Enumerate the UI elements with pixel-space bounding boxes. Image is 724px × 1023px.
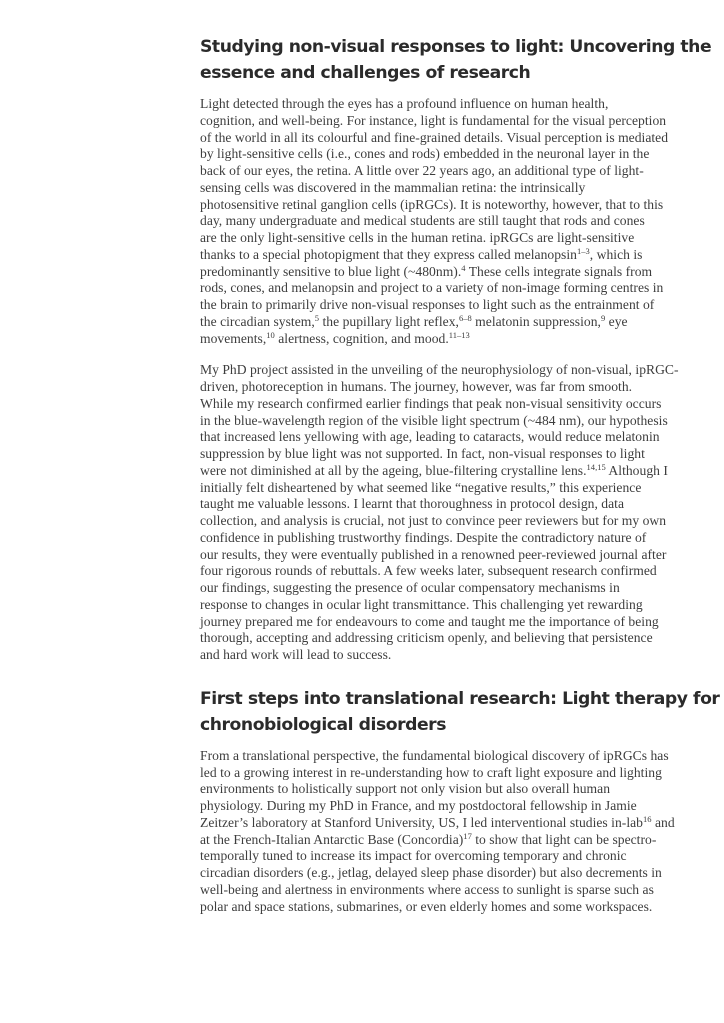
text-run: sensing cells was discovered in the mammalian retina: the intrinsically — [200, 179, 586, 195]
citation-superscript: 5 — [314, 312, 320, 323]
text-run: four rigorous rounds of rebuttals. A few weeks later, subsequent research confirmed — [200, 563, 657, 579]
citation-superscript: 9 — [600, 312, 606, 323]
text-run: that increased lens yellowing with age, leading to cataracts, would reduce melatonin — [200, 429, 660, 445]
text-line — [200, 413, 710, 430]
text-run: thanks to a special photopigment that they express called melanopsin — [200, 246, 577, 262]
text-run: thorough, accepting and addressing criticism openly, and believing that persistence — [200, 630, 653, 646]
text-line — [200, 331, 710, 348]
text-line — [200, 614, 710, 631]
text-run: back of our eyes, the retina. A little over 22 years ago, an additional type of light- — [200, 163, 644, 178]
text-run: our results, they were eventually published in a renowned peer-reviewed journal after — [200, 546, 667, 562]
heading-line: First steps into translational research: Light therapy for — [200, 688, 720, 709]
article-section — [200, 686, 720, 916]
text-line — [200, 798, 710, 815]
text-run: Zeitzer’s laboratory at Stanford University, US, I led interventional studies in-lab — [200, 814, 643, 830]
text-line — [200, 264, 710, 281]
text-run: driven, photoreception in humans. The journey, however, was far from smooth. — [200, 379, 633, 394]
text-run: to show that light can be spectro- — [471, 831, 657, 847]
text-run: alertness, cognition, and mood. — [274, 330, 449, 346]
text-line — [200, 496, 710, 513]
text-line — [200, 480, 710, 497]
text-run: polar and space stations, submarines, or even elderly homes and some workspaces. — [200, 898, 653, 914]
text-run: From a translational perspective, the fundamental biological discovery of ipRGCs has — [200, 747, 669, 763]
text-run: our findings, suggesting the presence of ocular compensatory mechanisms in — [200, 580, 620, 595]
text-line — [200, 781, 710, 798]
heading-line: Studying non-visual responses to light: Uncovering the — [200, 37, 712, 57]
text-line — [200, 213, 710, 230]
text-run: movements, — [200, 330, 267, 346]
text-line — [200, 113, 710, 130]
text-line — [200, 765, 710, 782]
text-line — [200, 180, 710, 197]
text-line — [200, 379, 710, 396]
text-line — [200, 280, 710, 297]
heading-line: essence and challenges of research — [200, 63, 531, 83]
text-line — [200, 513, 710, 530]
text-line — [200, 247, 710, 264]
text-line — [200, 630, 710, 647]
text-run: were not diminished at all by the ageing, blue-filtering crystalline lens. — [200, 462, 587, 478]
body-paragraph — [200, 96, 710, 347]
text-line — [200, 197, 710, 214]
text-run: suppression by blue light was not supported. In fact, non-visual responses to light — [200, 446, 645, 461]
text-line — [200, 362, 710, 379]
text-line — [200, 530, 710, 547]
text-run: led to a growing interest in re-understanding how to craft light exposure and lighting — [200, 764, 662, 780]
text-line — [200, 647, 710, 664]
text-run: temporally tuned to increase its impact for overcoming temporary and chronic — [200, 848, 627, 864]
text-run: confidence in publishing trustworthy findings. Despite the contradictory nature of — [200, 529, 647, 545]
text-line — [200, 597, 710, 614]
text-line — [200, 396, 710, 413]
citation-superscript: 14,15 — [586, 461, 606, 472]
citation-superscript: 11–13 — [448, 329, 470, 340]
text-line — [200, 146, 710, 163]
text-run: well-being and alertness in environments where access to sunlight is sparse such as — [200, 881, 654, 897]
heading-line: chronobiological disorders — [200, 714, 446, 735]
text-line — [200, 314, 710, 331]
text-run: response to changes in ocular light transmittance. This challenging yet rewarding — [200, 596, 643, 612]
text-line — [200, 547, 710, 564]
text-line — [200, 832, 710, 849]
text-line — [200, 748, 710, 765]
citation-superscript: 1–3 — [576, 245, 590, 256]
text-run: circadian disorders (e.g., jetlag, delayed sleep phase disorder) but also decrements in — [200, 865, 662, 880]
article-section — [200, 34, 710, 664]
body-paragraph — [200, 362, 710, 664]
text-run: environments to holistically support not only vision but also overall human — [200, 781, 611, 797]
text-line — [200, 130, 710, 147]
text-line — [200, 563, 710, 580]
text-run: and — [651, 814, 675, 830]
text-run: taught me valuable lessons. I learnt that thoroughness in protocol design, data — [200, 496, 625, 512]
text-run: These cells integrate signals from — [465, 263, 653, 279]
text-run: are the only light-sensitive cells in the human retina. ipRGCs are light-sensitive — [200, 230, 635, 245]
text-line — [200, 580, 710, 597]
text-line — [200, 463, 710, 480]
text-line — [200, 230, 710, 247]
text-run: day, many undergraduate and medical students are still taught that rods and cones — [200, 213, 645, 229]
text-run: Light detected through the eyes has a profound influence on human health, — [200, 96, 609, 111]
text-run: , which is — [589, 246, 643, 262]
text-run: collection, and analysis is crucial, not just to convince peer reviewers but for my own — [200, 513, 667, 528]
text-run: Although I — [605, 462, 668, 478]
text-run: the circadian system, — [200, 313, 315, 329]
text-line — [200, 899, 710, 916]
citation-superscript: 6–8 — [458, 312, 472, 323]
citation-superscript: 4 — [461, 262, 466, 273]
text-run: initially felt disheartened by what seemed like “negative results,” this experience — [200, 479, 642, 495]
text-line — [200, 446, 710, 463]
text-line — [200, 815, 710, 832]
text-line — [200, 429, 710, 446]
text-run: rods, cones, and melanopsin and project to a variety of non-image forming centres in — [200, 280, 664, 296]
text-run: by light-sensitive cells (i.e., cones and rods) embedded in the neuronal layer in the — [200, 146, 650, 162]
text-run: journey prepared me for endeavours to come and taught me the importance of being — [200, 613, 659, 629]
text-run: physiology. During my PhD in France, and my postdoctoral fellowship in Jamie — [200, 798, 637, 813]
text-line — [200, 882, 710, 899]
body-paragraph — [200, 748, 710, 916]
text-run: at the French-Italian Antarctic Base (Concordia) — [200, 831, 464, 847]
text-run: predominantly sensitive to blue light (~480nm). — [200, 263, 462, 279]
text-run: and hard work will lead to success. — [200, 647, 392, 662]
citation-superscript: 16 — [642, 813, 652, 824]
text-line — [200, 96, 710, 113]
text-run: in the blue-wavelength region of the visible light spectrum (~484 nm), our hypothesis — [200, 412, 668, 428]
citation-superscript: 10 — [266, 329, 275, 340]
text-run: the pupillary light reflex, — [319, 313, 459, 329]
text-line — [200, 297, 710, 314]
text-line — [200, 163, 710, 180]
text-run: My PhD project assisted in the unveiling of the neurophysiology of non-visual, ipRGC- — [200, 362, 679, 378]
text-run: photosensitive retinal ganglion cells (ipRGCs). It is noteworthy, however, that to this — [200, 196, 664, 212]
text-line — [200, 848, 710, 865]
section-heading — [200, 686, 720, 738]
text-run: melatonin suppression, — [471, 313, 601, 329]
text-run: the brain to primarily drive non-visual responses to light such as the entrainment of — [200, 297, 655, 312]
section-heading — [200, 34, 710, 86]
text-run: While my research confirmed earlier findings that peak non-visual sensitivity occurs — [200, 395, 662, 411]
citation-superscript: 17 — [463, 830, 472, 841]
text-run: cognition, and well-being. For instance, light is fundamental for the visual perception — [200, 112, 667, 128]
text-run: of the world in all its colourful and fine-grained details. Visual perception is mediated — [200, 129, 669, 145]
article-body — [200, 34, 720, 930]
text-line — [200, 865, 710, 882]
text-run: eye — [605, 313, 628, 329]
